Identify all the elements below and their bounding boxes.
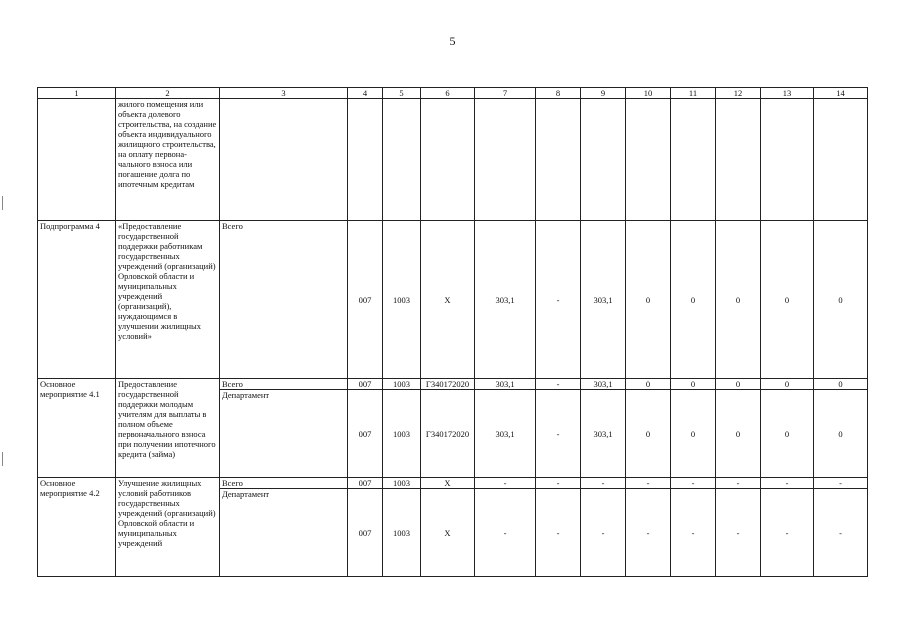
- value-cell: 303,1: [475, 390, 536, 478]
- value-cell: Х: [421, 478, 475, 489]
- value-cell: 0: [626, 379, 671, 390]
- row-type-cell: Подпрограмма 4: [38, 221, 116, 379]
- scan-mark: [2, 196, 3, 210]
- column-header: 10: [626, 88, 671, 99]
- value-cell: Г340172020: [421, 390, 475, 478]
- page-number: 5: [449, 34, 456, 48]
- value-cell: 0: [761, 221, 814, 379]
- value-cell: -: [536, 379, 581, 390]
- column-header: 5: [383, 88, 421, 99]
- value-cell: -: [581, 478, 626, 489]
- value-cell: 0: [716, 221, 761, 379]
- column-header: 8: [536, 88, 581, 99]
- value-cell: -: [761, 489, 814, 577]
- value-cell: 303,1: [581, 390, 626, 478]
- column-header: 6: [421, 88, 475, 99]
- value-cell: 1003: [383, 221, 421, 379]
- column-header: 9: [581, 88, 626, 99]
- value-cell: 0: [671, 221, 716, 379]
- value-cell: -: [536, 478, 581, 489]
- value-cell: -: [626, 489, 671, 577]
- row-type-cell: Основное мероприятие 4.1: [38, 379, 116, 478]
- column-header: 14: [814, 88, 868, 99]
- value-cell: 0: [626, 390, 671, 478]
- value-cell: 303,1: [581, 379, 626, 390]
- executor-cell: Департамент: [220, 390, 348, 478]
- value-cell: -: [671, 478, 716, 489]
- value-cell: -: [814, 478, 868, 489]
- value-cell: -: [814, 489, 868, 577]
- measure42-total-row: [38, 478, 868, 489]
- executor-cell: Всего: [220, 221, 348, 379]
- continuation-row: [38, 99, 868, 221]
- budget-table: [37, 87, 868, 577]
- executor-cell: Всего: [220, 478, 348, 489]
- value-cell: 0: [716, 379, 761, 390]
- value-cell: -: [475, 478, 536, 489]
- value-cell: 007: [348, 390, 383, 478]
- value-cell: 0: [814, 390, 868, 478]
- column-header: 7: [475, 88, 536, 99]
- value-cell: 007: [348, 379, 383, 390]
- row-name-cell: «Предоставление государственной поддержки работникам государственных учреждений (организаций) Орловской области и муниципальных учреждений (организаций), нуждающимся в улучшении жилищных условий»: [116, 221, 220, 379]
- value-cell: -: [716, 478, 761, 489]
- executor-cell: [220, 99, 348, 221]
- row-name-cell: жилого помещения или объекта долевого строительства, на создание объекта индивидуального жилищного строительства, на оплату первона-чального взноса или погашение долга по ипотечным кредитам: [116, 99, 220, 221]
- value-cell: 1003: [383, 379, 421, 390]
- subprogram4-row: [38, 221, 868, 379]
- value-cell: 007: [348, 221, 383, 379]
- column-header-row: [38, 88, 868, 99]
- value-cell: 1003: [383, 489, 421, 577]
- value-cell: -: [536, 221, 581, 379]
- value-cell: Х: [421, 489, 475, 577]
- column-header: 1: [38, 88, 116, 99]
- column-header: 3: [220, 88, 348, 99]
- value-cell: -: [626, 478, 671, 489]
- column-header: 2: [116, 88, 220, 99]
- scan-mark: [2, 452, 3, 466]
- value-cell: -: [536, 390, 581, 478]
- value-cell: 007: [348, 478, 383, 489]
- column-header: 11: [671, 88, 716, 99]
- value-cell: 0: [671, 390, 716, 478]
- value-cell: 0: [716, 390, 761, 478]
- value-cell: 0: [814, 379, 868, 390]
- value-cell: 303,1: [475, 379, 536, 390]
- column-header: 4: [348, 88, 383, 99]
- measure41-total-row: [38, 379, 868, 390]
- value-cell: Г340172020: [421, 379, 475, 390]
- value-cell: 0: [626, 221, 671, 379]
- executor-cell: Департамент: [220, 489, 348, 577]
- value-cell: -: [475, 489, 536, 577]
- value-cell: 0: [671, 379, 716, 390]
- value-cell: 0: [814, 221, 868, 379]
- column-header: 12: [716, 88, 761, 99]
- value-cell: 007: [348, 489, 383, 577]
- value-cell: 303,1: [581, 221, 626, 379]
- column-header: 13: [761, 88, 814, 99]
- executor-cell: Всего: [220, 379, 348, 390]
- value-cell: 0: [761, 390, 814, 478]
- value-cell: -: [716, 489, 761, 577]
- value-cell: -: [761, 478, 814, 489]
- row-type-cell: [38, 99, 116, 221]
- value-cell: -: [536, 489, 581, 577]
- value-cell: -: [581, 489, 626, 577]
- row-type-cell: Основное мероприятие 4.2: [38, 478, 116, 577]
- value-cell: 1003: [383, 478, 421, 489]
- value-cell: -: [671, 489, 716, 577]
- value-cell: 0: [761, 379, 814, 390]
- row-name-cell: Улучшение жилищных условий работников государственных учреждений (организаций) Орловской области и муниципальных учреждений: [116, 478, 220, 577]
- row-name-cell: Предоставление государственной поддержки молодым учителям для выплаты в полном объеме первоначального взноса при получении ипотечного кредита (займа): [116, 379, 220, 478]
- value-cell: 303,1: [475, 221, 536, 379]
- value-cell: Х: [421, 221, 475, 379]
- value-cell: 1003: [383, 390, 421, 478]
